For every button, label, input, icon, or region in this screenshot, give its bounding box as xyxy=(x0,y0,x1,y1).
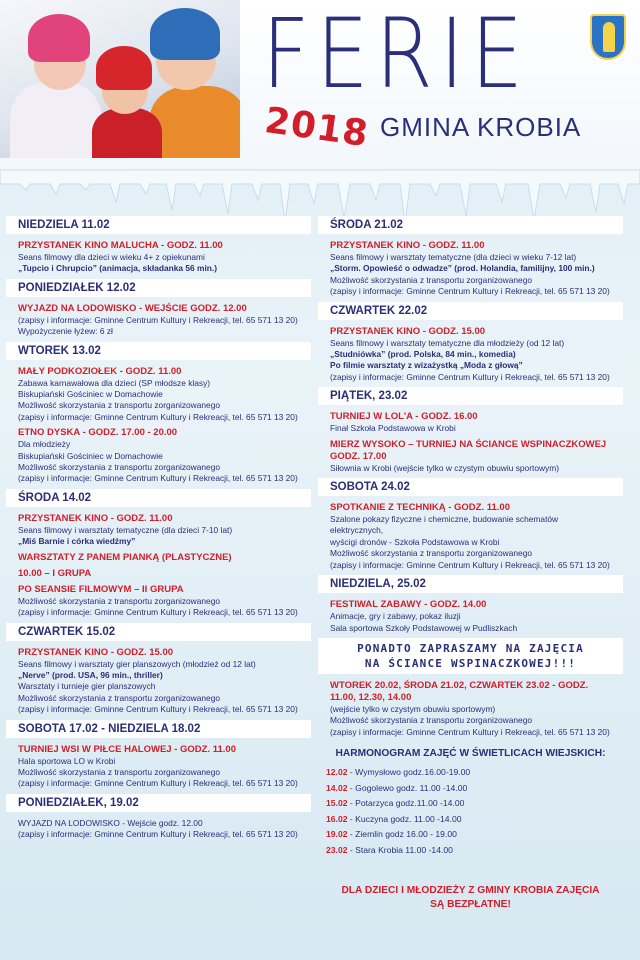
children-winter-photo xyxy=(0,0,240,158)
event xyxy=(318,411,623,434)
day-header: ŚRODA 14.02 xyxy=(6,489,311,507)
event xyxy=(6,513,311,548)
event xyxy=(6,303,311,338)
event xyxy=(6,240,311,275)
list-item: 12.02 - Wymysłowo godz.16.00-19.00 xyxy=(326,767,471,778)
event-line: (zapisy i informacje: Gminne Centrum Kultury i Rekreacji, tel. 65 571 13 20) xyxy=(18,607,298,618)
event-line: (zapisy i informacje: Gminne Centrum Kultury i Rekreacji, tel. 65 571 13 20) xyxy=(18,473,298,484)
event-heading: PO SEANSIE FILMOWYM – II GRUPA xyxy=(18,583,184,595)
event-line: Seans filmowy i warsztaty tematyczne (dla dzieci 7-10 lat) xyxy=(18,524,233,535)
event-heading: TURNIEJ W LOL'A - GODZ. 16.00 xyxy=(330,411,478,423)
right-schedule-column xyxy=(318,216,623,912)
event-line: „Storm. Opowieść o odwadze” (prod. Holandia, familijny, 100 min.) xyxy=(330,263,595,274)
event xyxy=(6,584,311,619)
event-heading: FESTIWAL ZABAWY - GODZ. 14.00 xyxy=(330,599,487,611)
event-line: (zapisy i informacje: Gminne Centrum Kultury i Rekreacji, tel. 65 571 13 20) xyxy=(18,314,298,325)
event-line: (zapisy i informacje: Gminne Centrum Kultury i Rekreacji, tel. 65 571 13 20) xyxy=(330,726,610,737)
event-heading: MIERZ WYSOKO – TURNIEJ NA ŚCIANCE WSPINACZKOWEJ GODZ. 17.00 xyxy=(330,438,607,462)
day-header: CZWARTEK 15.02 xyxy=(6,623,311,641)
event-line: Możliwość skorzystania z transportu zorganizowanego xyxy=(18,462,221,473)
event-line: (zapisy i informacje: Gminne Centrum Kultury i Rekreacji, tel. 65 571 13 20) xyxy=(18,704,298,715)
event-line: Seans filmowy i warsztaty tematyczne dla młodzieży (od 12 lat) xyxy=(330,337,565,348)
event-line: Seans filmowy i warsztaty tematyczne (dla dzieci w wieku 7-12 lat) xyxy=(330,252,577,262)
poster-title: FERIE xyxy=(262,0,530,110)
event-line: Wypożyczenie łyżew: 6 zł xyxy=(18,326,113,337)
event-heading: SPOTKANIE Z TECHNIKĄ - GODZ. 11.00 xyxy=(330,502,510,514)
event-heading: PRZYSTANEK KINO MALUCHA - GODZ. 11.00 xyxy=(18,240,223,251)
event xyxy=(6,818,311,841)
day-header: SOBOTA 24.02 xyxy=(318,478,623,496)
promo-line-1: PONADTO ZAPRASZAMY NA ZAJĘCIA xyxy=(357,641,584,655)
list-item: 14.02 - Gogolewo godz. 11.00 -14.00 xyxy=(326,782,468,793)
event-heading: WYJAZD NA LODOWISKO - WEJŚCIE GODZ. 12.00 xyxy=(18,302,247,314)
event-heading: WARSZTATY Z PANEM PIANKĄ (PLASTYCZNE) xyxy=(18,551,232,563)
event-line: (zapisy i informacje: Gminne Centrum Kultury i Rekreacji, tel. 65 571 13 20) xyxy=(18,411,298,422)
event xyxy=(318,599,623,634)
event-heading: PRZYSTANEK KINO - GODZ. 11.00 xyxy=(330,240,485,251)
event-line: Zabawa karnawałowa dla dzieci (SP młodsze klasy) xyxy=(18,377,211,388)
event-line: „Nerve” (prod. USA, 96 min., thriller) xyxy=(18,669,163,680)
event-line: (zapisy i informacje: Gminne Centrum Kultury i Rekreacji, tel. 65 571 13 20) xyxy=(18,778,298,789)
event-line: (zapisy i informacje: Gminne Centrum Kultury i Rekreacji, tel. 65 571 13 20) xyxy=(330,286,610,297)
day-header: WTOREK 13.02 xyxy=(6,342,311,360)
event-heading: ETNO DYSKA - GODZ. 17.00 - 20.00 xyxy=(18,427,178,439)
event-line: Po filmie warsztaty z wizażystką „Moda z głową” xyxy=(330,360,523,371)
promo-line-2: NA ŚCIANCE WSPINACZKOWEJ!!! xyxy=(364,656,577,670)
event-line: (wejście tylko w czystym obuwiu sportowym) xyxy=(330,703,496,714)
event-line: Możliwość skorzystania z transportu zorganizowanego xyxy=(18,595,221,606)
event-line: Możliwość skorzystania z transportu zorganizowanego xyxy=(18,766,221,777)
day-header: PONIEDZIAŁEK 12.02 xyxy=(6,279,311,297)
list-item: 19.02 - Ziemlin godz 16.00 - 19.00 xyxy=(326,829,457,840)
event-line: Biskupiański Gościniec w Domachowie xyxy=(18,389,163,400)
event-line: Możliwość skorzystania z transportu zorganizowanego xyxy=(18,692,221,703)
event-line: Seans filmowy dla dzieci w wieku 4+ z opiekunami xyxy=(18,252,205,262)
event-line: (zapisy i informacje: Gminne Centrum Kultury i Rekreacji, tel. 65 571 13 20) xyxy=(330,371,610,382)
list-item: 23.02 - Stara Krobia 11.00 -14.00 xyxy=(326,844,453,855)
event-heading: MAŁY PODKOZIOŁEK - GODZ. 11.00 xyxy=(18,365,182,377)
event-line: Animacje, gry i zabawy, pokaz iluzji xyxy=(330,611,461,622)
event xyxy=(318,326,623,384)
event xyxy=(6,744,311,790)
event-line: Możliwość skorzystania z transportu zorganizowanego xyxy=(330,715,533,726)
event-line: Warsztaty i turnieje gier planszowych xyxy=(18,681,156,692)
event-line: „Tupcio i Chrupcio” (animacja, składanka 56 min.) xyxy=(18,263,218,274)
event-line: Możliwość skorzystania z transportu zorganizowanego xyxy=(330,274,533,285)
event-line: „Studniówka” (prod. Polska, 84 min., komedia) xyxy=(330,349,516,360)
event xyxy=(6,427,311,485)
day-header: NIEDZIELA 11.02 xyxy=(6,216,311,234)
climbing-wall-banner xyxy=(318,638,623,674)
event xyxy=(318,439,623,474)
event xyxy=(318,502,623,571)
event-line: Sala sportowa Szkoły Podstawowej w Pudliszkach xyxy=(330,622,518,633)
event-line: Hala sportowa LO w Krobi xyxy=(18,755,116,766)
poster-year: 2018 xyxy=(262,100,372,156)
event-line: Szalone pokazy fizyczne i chemiczne, budowanie schematów elektrycznych, xyxy=(330,514,559,536)
harmonogram-title: HARMONOGRAM ZAJĘĆ W ŚWIETLICACH WIEJSKICH: xyxy=(335,748,606,760)
event xyxy=(6,552,311,564)
left-schedule-column xyxy=(6,216,311,845)
day-header: SOBOTA 17.02 - NIEDZIELA 18.02 xyxy=(6,720,311,738)
event-line: Siłownia w Krobi (wejście tylko w czystym obuwiu sportowym) xyxy=(330,462,559,473)
event xyxy=(318,240,623,298)
event-line: (zapisy i informacje: Gminne Centrum Kultury i Rekreacji, tel. 65 571 13 20) xyxy=(18,829,298,840)
event-heading: PRZYSTANEK KINO - GODZ. 11.00 xyxy=(18,512,173,524)
climbing-wall-event xyxy=(318,680,623,738)
event-line: WYJAZD NA LODOWISKO - Wejście godz. 12.00 xyxy=(18,817,203,828)
event xyxy=(6,647,311,716)
day-header: PONIEDZIAŁEK, 19.02 xyxy=(6,794,311,812)
event-heading: WTOREK 20.02, ŚRODA 21.02, CZWARTEK 23.02 - GODZ. 11.00, 12.30, 14.00 xyxy=(330,679,589,703)
day-header: ŚRODA 21.02 xyxy=(318,216,623,234)
poster-subtitle: GMINA KROBIA xyxy=(380,112,582,142)
event-heading: PRZYSTANEK KINO - GODZ. 15.00 xyxy=(330,325,486,337)
event-line: wyścigi dronów - Szkoła Podstawowa w Krobi xyxy=(330,536,500,547)
event-line: „Miś Barnie i córka wiedźmy” xyxy=(18,536,136,547)
event-heading: TURNIEJ WSI W PIŁCE HALOWEJ - GODZ. 11.00 xyxy=(18,743,236,755)
event-heading: PRZYSTANEK KINO - GODZ. 15.00 xyxy=(18,646,174,658)
list-item: 16.02 - Kuczyna godz. 11.00 -14.00 xyxy=(326,813,462,824)
free-admission-note: DLA DZIECI I MŁODZIEŻY Z GMINY KROBIA ZAJĘCIA SĄ BEZPŁATNE! xyxy=(341,885,600,911)
event-line: Dla młodzieży xyxy=(18,439,71,450)
list-item: 15.02 - Potarzyca godz.11.00 -14.00 xyxy=(326,798,465,809)
event-line: Seans filmowy i warsztaty gier planszowych (młodzież od 12 lat) xyxy=(18,658,256,669)
harmonogram-list xyxy=(318,765,623,858)
event-line: (zapisy i informacje: Gminne Centrum Kultury i Rekreacji, tel. 65 571 13 20) xyxy=(330,559,610,570)
event xyxy=(6,568,311,580)
day-header: CZWARTEK 22.02 xyxy=(318,302,623,320)
coat-of-arms-icon xyxy=(590,14,626,60)
event-heading: 10.00 – I GRUPA xyxy=(18,567,92,579)
event-line: Możliwość skorzystania z transportu zorganizowanego xyxy=(330,548,533,559)
event-line: Finał Szkoła Podstawowa w Krobi xyxy=(330,423,456,434)
event-line: Biskupiański Gościniec w Domachowie xyxy=(18,450,163,461)
day-header: PIĄTEK, 23.02 xyxy=(318,387,623,405)
poster-header xyxy=(0,0,640,175)
event xyxy=(6,366,311,424)
event-line: Możliwość skorzystania z transportu zorganizowanego xyxy=(18,400,221,411)
day-header: NIEDZIELA, 25.02 xyxy=(318,575,623,593)
